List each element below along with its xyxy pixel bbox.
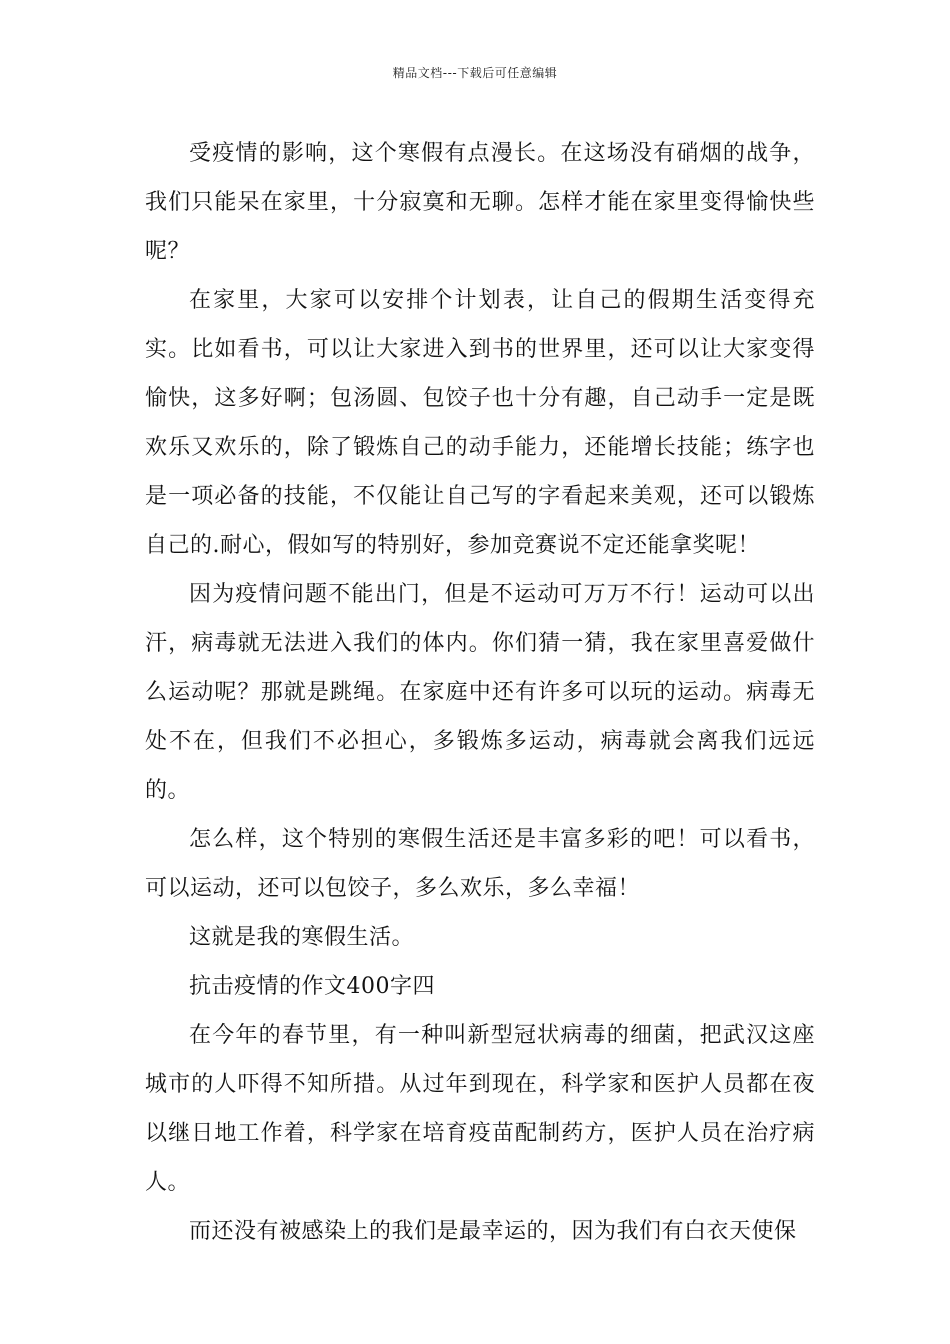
- paragraph: 而还没有被感染上的我们是最幸运的，因为我们有白衣天使保: [189, 1219, 797, 1244]
- page-header: 精品文档---下载后可任意编辑: [392, 66, 558, 80]
- paragraph: 怎么样，这个特别的寒假生活还是丰富多彩的吧！可以看书，可以运动，还可以包饺子，多么欢乐，多么幸福！: [145, 827, 815, 901]
- paragraph: 因为疫情问题不能出门，但是不运动可万万不行！运动可以出汗，病毒就无法进入我们的体内。你们猜一猜，我在家里喜爱做什么运动呢？那就是跳绳。在家庭中还有许多可以玩的运动。病毒无处不在，但我们不必担心，多锻炼多运动，病毒就会离我们远远的。: [145, 582, 815, 803]
- document-body: [145, 129, 815, 1256]
- paragraph: 这就是我的寒假生活。: [189, 925, 415, 950]
- paragraph: 在今年的春节里，有一种叫新型冠状病毒的细菌，把武汉这座城市的人吓得不知所措。从过年到现在，科学家和医护人员都在夜以继日地工作着，科学家在培育疫苗配制药方，医护人员在治疗病人。: [145, 1023, 815, 1195]
- section-heading: 抗击疫情的作文400字四: [189, 974, 435, 999]
- paragraph: 受疫情的影响，这个寒假有点漫长。在这场没有硝烟的战争，我们只能呆在家里，十分寂寞和无聊。怎样才能在家里变得愉快些呢？: [145, 141, 815, 264]
- paragraph: 在家里，大家可以安排个计划表，让自己的假期生活变得充实。比如看书，可以让大家进入到书的世界里，还可以让大家变得愉快，这多好啊；包汤圆、包饺子也十分有趣，自己动手一定是既欢乐又欢乐的，除了锻炼自己的动手能力，还能增长技能；练字也是一项必备的技能，不仅能让自己写的字看起来美观，还可以锻炼自己的.耐心，假如写的特别好，参加竞赛说不定还能拿奖呢！: [145, 288, 815, 558]
